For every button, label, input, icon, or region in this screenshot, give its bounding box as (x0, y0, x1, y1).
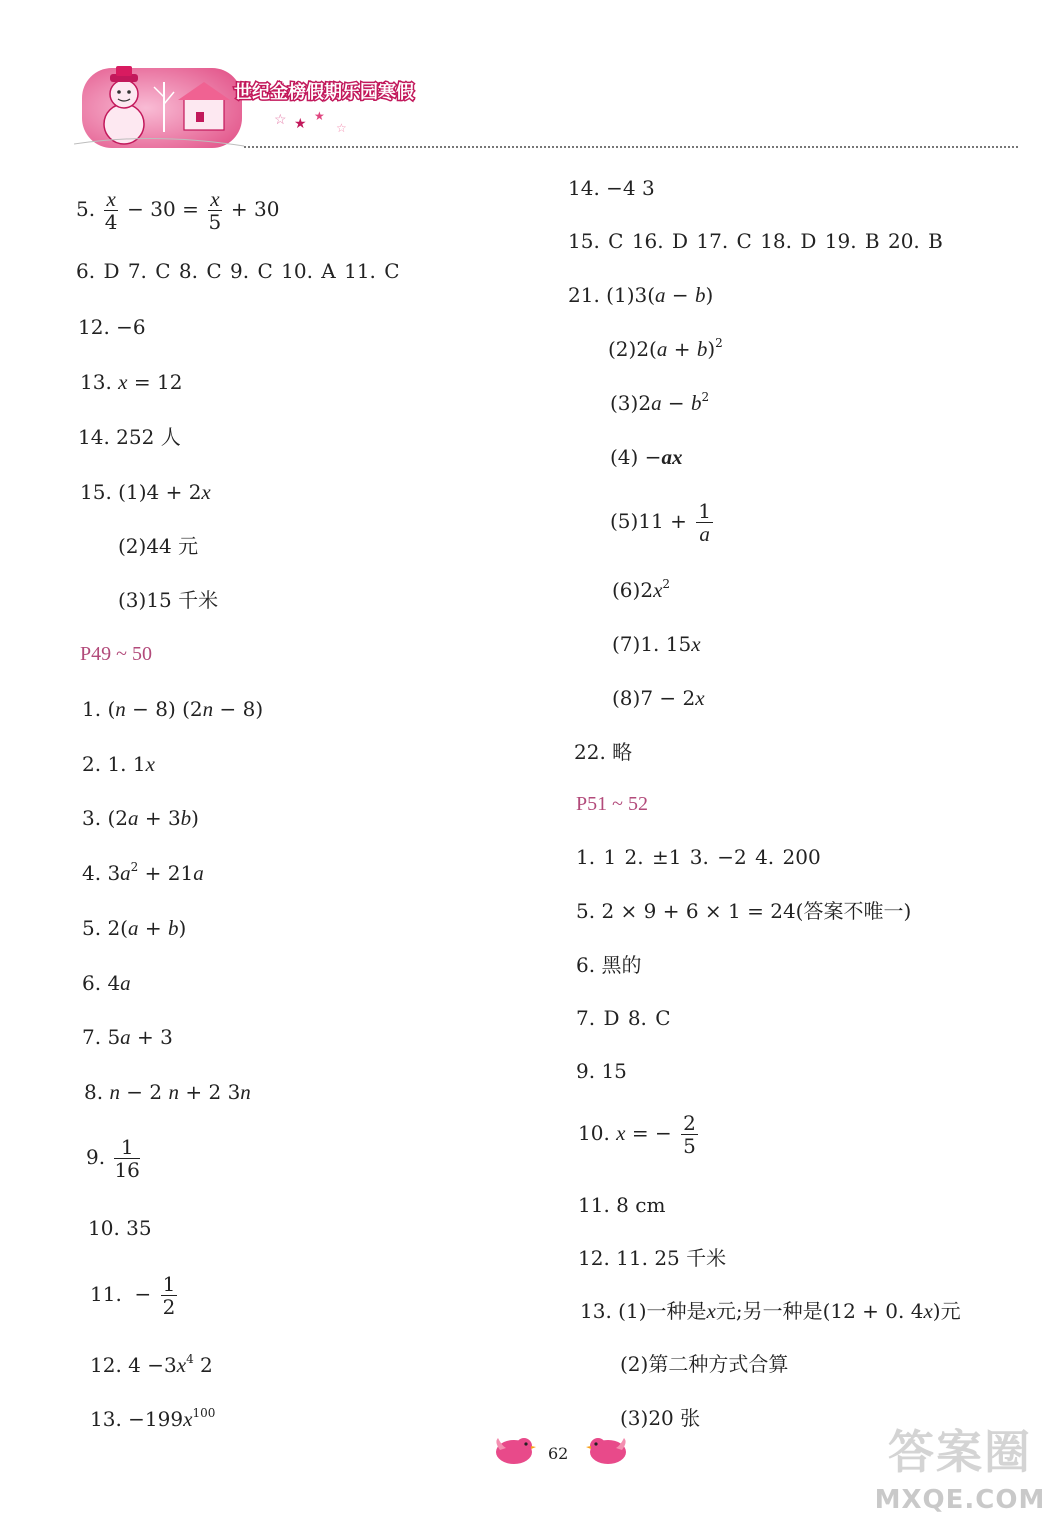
p51-answer-q12: 12. 11. 25 千米 (578, 1246, 727, 1270)
p51-answer-q13-3: (3)20 张 (620, 1406, 701, 1430)
svg-text:★: ★ (314, 109, 325, 123)
svg-text:★: ★ (294, 116, 307, 132)
answer-q6-11: 6. D 7. C 8. C 9. C 10. A 11. C (76, 259, 400, 283)
answer-q12: 12. −6 (78, 315, 146, 339)
answer-q5-equation: 5. $\frac{x}{4}$ − 30 = $\frac{x}{5}$ + 30 (76, 187, 280, 234)
answer-q15-20: 15. C 16. D 17. C 18. D 19. B 20. B (568, 229, 943, 253)
p49-answer-q5: 5. 2(a + b) (82, 916, 187, 940)
p49-answer-q11: 11. − $\frac{1}{2}$ (90, 1272, 176, 1319)
header-banner-illustration (74, 62, 474, 154)
answer-q21-2: $(2)2(a + b)^2$ (608, 336, 723, 361)
answer-q21-4: (4) −ax (610, 445, 683, 469)
p51-answer-q5: 5. 2 × 9 + 6 × 1 = 24(答案不唯一) (576, 899, 912, 923)
p49-answer-q1: 1. (n − 8) (2n − 8) (82, 697, 264, 721)
answer-q14-right: 14. −4 3 (568, 176, 655, 200)
p51-answer-q9: 9. 15 (576, 1059, 627, 1083)
p49-answer-q7: 7. 5a + 3 (82, 1025, 173, 1049)
section-heading-p49-50: P49 ~ 50 (80, 643, 152, 665)
answer-q21-3: $(3)2a - b^2$ (610, 390, 710, 415)
p49-answer-q12: 12. $4 -3x^4$ 2 (90, 1352, 213, 1377)
p51-answer-q6: 6. 黑的 (576, 953, 642, 977)
section-heading-p51-52: P51 ~ 52 (576, 793, 648, 815)
p49-answer-q9: 9. $\frac{1}{16}$ (86, 1135, 140, 1182)
pink-bird-icon (492, 1432, 536, 1468)
watermark-en: MXQE.COM (874, 1485, 1046, 1515)
p51-answer-q13-2: (2)第二种方式合算 (620, 1352, 789, 1376)
header-dotted-rule (244, 146, 1018, 148)
p51-answer-q11: 11. 8 cm (578, 1193, 666, 1217)
answer-q22: 22. 略 (574, 740, 633, 764)
p49-answer-q3: 3. (2a + 3b) (82, 806, 199, 830)
answer-q15-3: (3)15 千米 (118, 588, 219, 612)
answer-q14: 14. 252 人 (78, 425, 181, 449)
page-number: 62 (548, 1444, 569, 1463)
watermark (872, 1420, 1048, 1528)
star-decorations (274, 109, 347, 135)
svg-text:☆: ☆ (336, 121, 347, 135)
pink-bird-icon (586, 1432, 630, 1468)
p49-answer-q4: 4. $3a^2 + 21a$ (82, 860, 204, 885)
series-title (234, 81, 414, 103)
p51-answer-q10: 10. x = − $\frac{2}{5}$ (578, 1111, 696, 1158)
svg-text:世纪金榜假期乐园寒假: 世纪金榜假期乐园寒假 (234, 82, 414, 103)
p49-answer-q2: 2. 1. 1x (82, 752, 155, 776)
p49-answer-q6: 6. 4a (82, 971, 131, 995)
p51-answer-q1-4: 1. 1 2. ±1 3. −2 4. 200 (576, 845, 821, 869)
answer-q21-6: $(6)2x^2$ (612, 577, 671, 602)
answer-q15-1: 15. (1)4 + 2x (80, 480, 211, 504)
p49-answer-q13: 13. $-199x^{100}$ (90, 1406, 216, 1431)
answer-q21-5: (5)11 + $\frac{1}{a}$ (610, 499, 711, 546)
p51-answer-q13-1: 13. (1)一种是x元;另一种是(12 + 0. 4x)元 (580, 1299, 961, 1323)
answer-q15-2: (2)44 元 (118, 534, 199, 558)
answer-q21-1: 21. (1)3(a − b) (568, 283, 714, 307)
p49-answer-q8: 8. n − 2 n + 2 3n (84, 1080, 251, 1104)
svg-text:☆: ☆ (274, 112, 287, 128)
answer-q13: 13. x = 12 (80, 370, 183, 394)
p51-answer-q7-8: 7. D 8. C (576, 1006, 671, 1030)
p49-answer-q10: 10. 35 (88, 1216, 152, 1240)
watermark-cn: 答案圈 (888, 1425, 1032, 1479)
answer-q21-8: (8)7 − 2x (612, 686, 705, 710)
answer-q21-7: (7)1. 15x (612, 632, 701, 656)
